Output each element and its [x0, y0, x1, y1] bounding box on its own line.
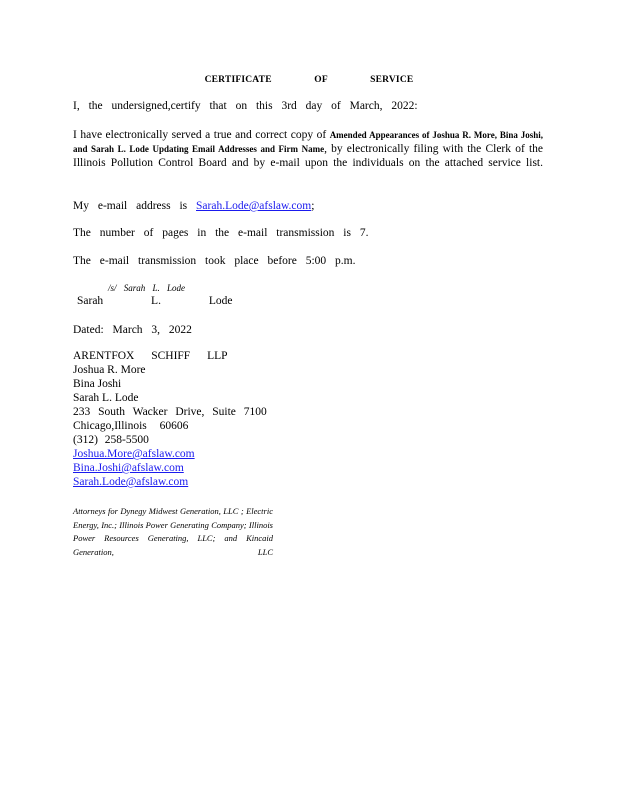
service-paragraph: [73, 128, 543, 170]
email-link[interactable]: Sarah.Lode@afslaw.com: [73, 476, 189, 488]
email-line-suffix: ;: [311, 200, 315, 212]
city-state-zip: Chicago,Illinois 60606: [73, 420, 189, 432]
served-suffix: , by electronically filing with the Clerk of the Illinois Pollution Control Board and by e-mail upon the individuals on the attached service list.: [73, 143, 543, 169]
email-line-prefix: My e-mail address is: [73, 200, 188, 212]
attorney-name: Joshua R. More: [73, 364, 146, 376]
email-link[interactable]: Bina.Joshi@afslaw.com: [73, 462, 184, 474]
attorneys-for-note: Attorneys for Dynegy Midwest Generation, LLC ; Electric Energy, Inc.; Illinois Power Generating Company; Illinois Power Resources Generating, LLC; and Kincaid Generation, LLC: [73, 506, 273, 557]
intro-paragraph: I, the undersigned,certify that on this 3rd day of March, 2022:: [73, 100, 418, 112]
firm-address-block: [73, 349, 267, 489]
street-address: 233 South Wacker Drive, Suite 7100: [73, 406, 267, 418]
phone-number: (312) 258-5500: [73, 434, 149, 446]
signature-name: Sarah L. Lode: [77, 295, 233, 307]
firm-name: ARENTFOX SCHIFF LLP: [73, 350, 228, 362]
email-link[interactable]: Joshua.More@afslaw.com: [73, 448, 195, 460]
email-paragraph: [73, 199, 543, 213]
served-prefix: I have electronically served a true and correct copy of: [73, 129, 327, 141]
attorney-name: Sarah L. Lode: [73, 392, 139, 404]
document-title: CERTIFICATE OF SERVICE: [204, 75, 414, 85]
time-paragraph: The e-mail transmission took place before 5:00 p.m.: [73, 255, 356, 267]
sender-email-link[interactable]: Sarah.Lode@afslaw.com: [196, 200, 312, 212]
attorney-name: Bina Joshi: [73, 378, 122, 390]
dated-line: Dated: March 3, 2022: [73, 324, 192, 336]
pages-paragraph: The number of pages in the e-mail transmission is 7.: [73, 227, 369, 239]
signature-script: /s/ Sarah L. Lode: [108, 283, 186, 293]
served-document-title: Amended Appearances of Joshua R. More, Bina Joshi, and Sarah L. Lode Updating Email Addresses and Firm Name: [73, 130, 543, 154]
